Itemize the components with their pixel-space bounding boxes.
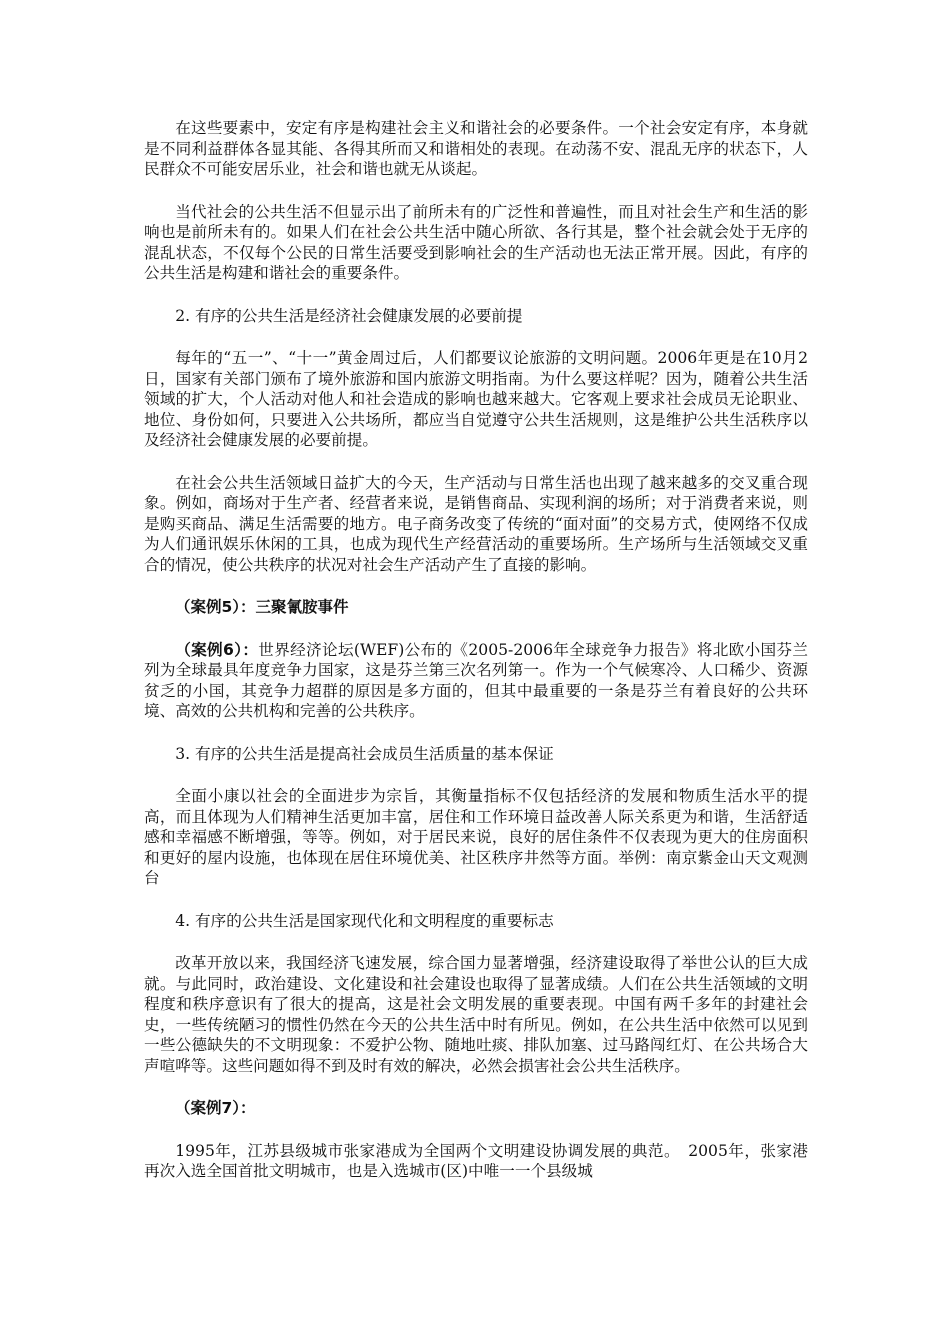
case-6-body: 世界经济论坛(WEF)公布的《2005-2006年全球竞争力报告》将北欧小国芬兰列为全球最具年度竞争力国家，这是芬兰第三次名列第一。作为一个气候寒冷、人口稀少、资源贫乏的小国，其竞争力超群的原因是多方面的，但其中最重要的一条是芬兰有着良好的公共环境、高效的公共机构和完善的公共秩序。 [144,640,808,720]
case-5-heading: （案例5）：三聚氰胺事件 [175,598,349,616]
paragraph-public-life: 当代社会的公共生活不但显示出了前所未有的广泛性和普遍性，而且对社会生产和生活的影响也是前所未有的。如果人们在社会公共生活中随心所欲、各行其是，整个社会就会处于无序的混乱状态，不仅每个公民的日常生活要受到影响社会的生产活动也无法正常开展。因此，有序的公共生活是构建和谐社会的重要条件。 [144,202,808,282]
case-6-paragraph [144,640,808,722]
document-page [144,118,808,1182]
case-6-label: （案例6）： [175,640,259,659]
paragraph-golden-week: 每年的“五一”、“十一”黄金周过后，人们都要议论旅游的文明问题。2006年更是在10月2日，国家有关部门颁布了境外旅游和国内旅游文明指南。为什么要这样呢？因为，随着公共生活领域的扩大，个人活动对他人和社会造成的影响也越来越大。它客观上要求社会成员无论职业、地位、身份如何，只要进入公共场所，都应当自觉遵守公共生活规则，这是维护公共生活秩序以及经济社会健康发展的必要前提。 [144,349,808,449]
section-heading-2: 2. 有序的公共生活是经济社会健康发展的必要前提 [175,306,523,325]
paragraph-xiaokang: 全面小康以社会的全面进步为宗旨，其衡量指标不仅包括经济的发展和物质生活水平的提高，而且体现为人们精神生活更加丰富，居住和工作环境日益改善人际关系更为和谐，生活舒适感和幸福感不断增强，等等。例如，对于居民来说，良好的居住条件不仅表现为更大的住房面积和更好的屋内设施，也体现在居住环境优美、社区秩序井然等方面。举例：南京紫金山天文观测台 [144,787,808,887]
case-7-heading: （案例7）： [175,1099,256,1117]
paragraph-stability: 在这些要素中，安定有序是构建社会主义和谐社会的必要条件。一个社会安定有序，本身就是不同利益群体各显其能、各得其所而又和谐相处的表现。在动荡不安、混乱无序的状态下，人民群众不可能安居乐业，社会和谐也就无从谈起。 [144,119,808,178]
section-heading-3: 3. 有序的公共生活是提高社会成员生活质量的基本保证 [175,744,554,763]
paragraph-zhangjiagang: 1995年，江苏县级城市张家港成为全国两个文明建设协调发展的典范。 2005年，张家港再次入选全国首批文明城市，也是入选城市(区)中唯一一个县级城 [144,1141,808,1180]
section-heading-4: 4. 有序的公共生活是国家现代化和文明程度的重要标志 [175,911,554,930]
paragraph-production-life: 在社会公共生活领域日益扩大的今天，生产活动与日常生活也出现了越来越多的交叉重合现象。例如，商场对于生产者、经营者来说，是销售商品、实现利润的场所；对于消费者来说，则是购买商品、满足生活需要的地方。电子商务改变了传统的“面对面”的交易方式，使网络不仅成为人们通讯娱乐休闲的工具，也成为现代生产经营活动的重要场所。生产场所与生活领域交叉重合的情况，使公共秩序的状况对社会生产活动产生了直接的影响。 [144,473,808,574]
paragraph-reform: 改革开放以来，我国经济飞速发展，综合国力显著增强，经济建设取得了举世公认的巨大成就。与此同时，政治建设、文化建设和社会建设也取得了显著成绩。人们在公共生活领域的文明程度和秩序意识有了很大的提高，这是社会文明发展的重要表现。中国有两千多年的封建社会史，一些传统陋习的惯性仍然在今天的公共生活中时有所见。例如，在公共生活中依然可以见到一些公德缺失的不文明现象：不爱护公物、随地吐痰、排队加塞、过马路闯红灯、在公共场合大声喧哗等。这些问题如得不到及时有效的解决，必然会损害社会公共生活秩序。 [144,954,808,1075]
